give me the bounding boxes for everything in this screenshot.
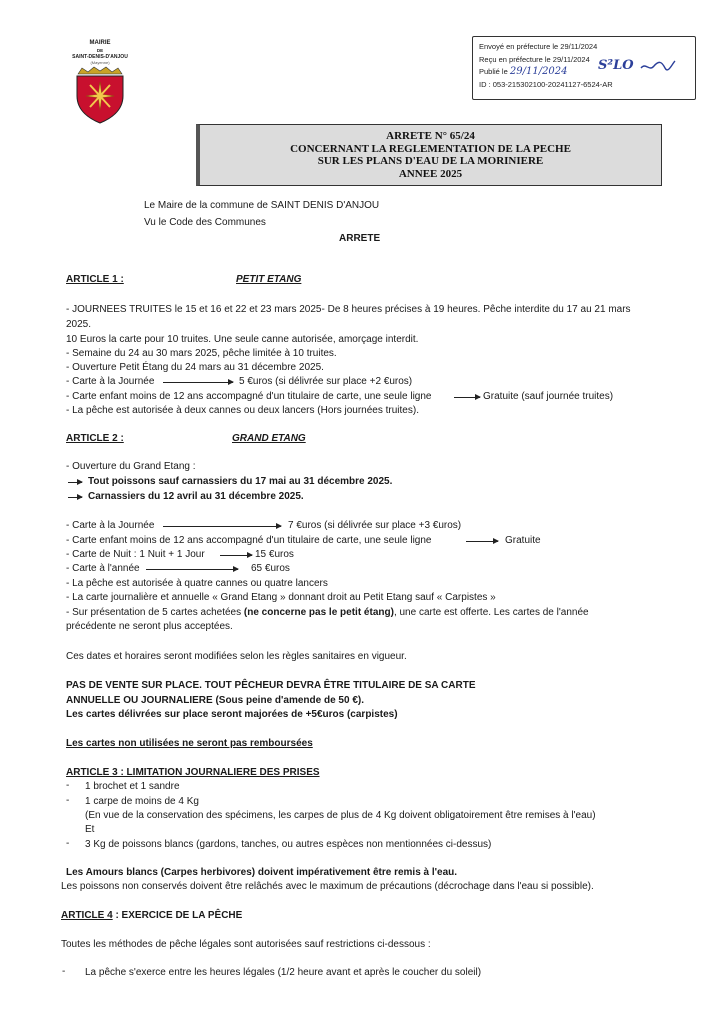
list-dash: - [66, 795, 70, 806]
article-2-line-2: Tout poissons sauf carnassiers du 17 mai au 31 décembre 2025. [88, 476, 393, 487]
article-2-line-7-value: 65 €uros [251, 563, 290, 574]
article-2-line-15: Les cartes non utilisées ne seront pas remboursées [66, 738, 313, 749]
article-2-line-14: Les cartes délivrées sur place seront majorées de +5€uros (carpistes) [66, 709, 398, 720]
article-2-line-13: ANNUELLE OU JOURNALIERE (Sous peine d'amende de 50 €). [66, 695, 364, 706]
article-2-line-10: - Sur présentation de 5 cartes achetées (ne concerne pas le petit étang), une carte est offerte. Les cartes de l'année [66, 607, 589, 618]
title-line-1: ARRETE N° 65/24 [386, 130, 475, 142]
article-2-subtitle: GRAND ETANG [232, 433, 306, 444]
stamp-signature: S²LO [598, 58, 634, 73]
list-dash: - [62, 966, 66, 977]
logo-line-1: MAIRIE [89, 40, 111, 46]
article-1-line-7: - La pêche est autorisée à deux cannes ou deux lancers (Hors journées truites). [66, 405, 419, 416]
article-1-line-5-value: 5 €uros (si délivrée sur place +2 €uros) [239, 376, 413, 387]
article-1-line-1: - JOURNEES TRUITES le 15 et 16 et 22 et 23 mars 2025- De 8 heures précises à 19 heures. Pêche interdite du 17 au 21 mars [66, 304, 631, 315]
article-1-heading: ARTICLE 1 : [66, 274, 124, 285]
article-3-heading: ARTICLE 3 : LIMITATION JOURNALIERE DES PRISES [66, 767, 320, 778]
article-1-line-5-label: - Carte à la Journée [66, 376, 155, 387]
arrow-icon [163, 526, 281, 527]
article-2-line-4-value: 7 €uros (si délivrée sur place +3 €uros) [288, 520, 462, 531]
intro-code: Vu le Code des Communes [144, 217, 266, 228]
signature-scribble-icon [640, 58, 676, 74]
title-line-2: CONCERNANT LA REGLEMENTATION DE LA PECHE [290, 142, 571, 155]
intro-arrete: ARRETE [339, 233, 381, 244]
article-3-line-1: 1 brochet et 1 sandre [85, 781, 180, 792]
stamp-id: ID : 053-215302100-20241127-6524-AR [479, 79, 613, 89]
article-1-line-6-value: Gratuite (sauf journée truites) [483, 391, 614, 402]
article-2-line-10-cont: précédente ne seront plus acceptées. [66, 621, 233, 632]
article-2-line-3: Carnassiers du 12 avril au 31 décembre 2025. [88, 491, 304, 502]
stamp-sent: Envoyé en préfecture le 29/11/2024 [479, 42, 598, 51]
arrow-icon [220, 555, 252, 556]
article-2-line-12: PAS DE VENTE SUR PLACE. TOUT PÊCHEUR DEVRA ÊTRE TITULAIRE DE SA CARTE [66, 680, 476, 691]
stamp-received: Reçu en préfecture le 29/11/2024 [479, 54, 590, 64]
article-4-line-1: Toutes les méthodes de pêche légales sont autorisées sauf restrictions ci-dessous : [61, 939, 431, 950]
article-2-line-1: - Ouverture du Grand Etang : [66, 461, 196, 472]
article-3-line-3: (En vue de la conservation des spécimens, les carpes de plus de 4 Kg doivent obligatoirement être remises à l'eau) [85, 810, 596, 821]
article-2-heading: ARTICLE 2 : [66, 433, 124, 444]
bullet-arrow-icon [68, 482, 82, 483]
article-2-line-4-label: - Carte à la Journée [66, 520, 155, 531]
stamp-published-label: Publié le [479, 67, 508, 76]
article-3-line-5: 3 Kg de poissons blancs (gardons, tanches, ou autres espèces non mentionnées ci-dessus) [85, 839, 492, 850]
arrow-icon [466, 541, 498, 542]
article-4-heading: ARTICLE 4 : EXERCICE DE LA PÊCHE [61, 910, 243, 921]
article-3-line-2: 1 carpe de moins de 4 Kg [85, 796, 199, 807]
bullet-arrow-icon [68, 497, 82, 498]
logo-line-3: SAINT-DENIS-D'ANJOU [72, 54, 128, 60]
article-2-line-5-value: Gratuite [505, 535, 541, 546]
title-line-3: SUR LES PLANS D'EAU DE LA MORINIERE [317, 155, 544, 167]
article-3-line-7: Les poissons non conservés doivent être relâchés avec le maximum de précautions (décrochage dans l'eau si possible). [61, 881, 594, 892]
article-3-line-4: Et [85, 824, 95, 835]
list-dash: - [66, 780, 70, 791]
article-2-line-7-label: - Carte à l'année [66, 563, 140, 574]
arrow-icon [454, 397, 480, 398]
decree-title-box [196, 124, 662, 186]
coat-of-arms-icon [74, 66, 126, 124]
arrow-icon [163, 382, 233, 383]
article-2-line-6-label: - Carte de Nuit : 1 Nuit + 1 Jour [66, 549, 205, 560]
logo-line-2: DE [96, 48, 104, 53]
stamp-published-date: 29/11/2024 [509, 66, 568, 77]
town-logo [60, 40, 140, 124]
article-2-line-9: - La carte journalière et annuelle « Grand Etang » donnant droit au Petit Etang sauf « Carpistes » [66, 592, 496, 603]
list-dash: - [66, 838, 70, 849]
article-1-line-3: - Semaine du 24 au 30 mars 2025, pêche limitée à 10 truites. [66, 348, 337, 359]
article-2-line-6-value: 15 €uros [255, 549, 294, 560]
arrow-icon [146, 569, 238, 570]
article-2-line-11: Ces dates et horaires seront modifiées selon les règles sanitaires en vigueur. [66, 651, 407, 662]
article-1-line-6-label: - Carte enfant moins de 12 ans accompagné d'un titulaire de carte, une seule ligne [66, 391, 432, 402]
article-2-line-5-label: - Carte enfant moins de 12 ans accompagné d'un titulaire de carte, une seule ligne [66, 535, 432, 546]
article-2-line-8: - La pêche est autorisée à quatre cannes ou quatre lancers [66, 578, 328, 589]
article-1-subtitle: PETIT ETANG [236, 274, 302, 285]
title-line-4: ANNEE 2025 [398, 167, 463, 180]
article-1-line-4: - Ouverture Petit Étang du 24 mars au 31 décembre 2025. [66, 362, 324, 373]
article-3-line-6: Les Amours blancs (Carpes herbivores) doivent impérativement être remis à l'eau. [66, 867, 458, 878]
logo-line-4: (Mayenne) [90, 60, 110, 65]
article-4-line-2: La pêche s'exerce entre les heures légales (1/2 heure avant et après le coucher du soleil) [85, 967, 482, 978]
intro-mayor: Le Maire de la commune de SAINT DENIS D'ANJOU [144, 200, 380, 211]
article-1-line-1b: 2025. [66, 319, 92, 330]
article-1-line-2: 10 Euros la carte pour 10 truites. Une seule canne autorisée, amorçage interdit. [66, 334, 419, 345]
